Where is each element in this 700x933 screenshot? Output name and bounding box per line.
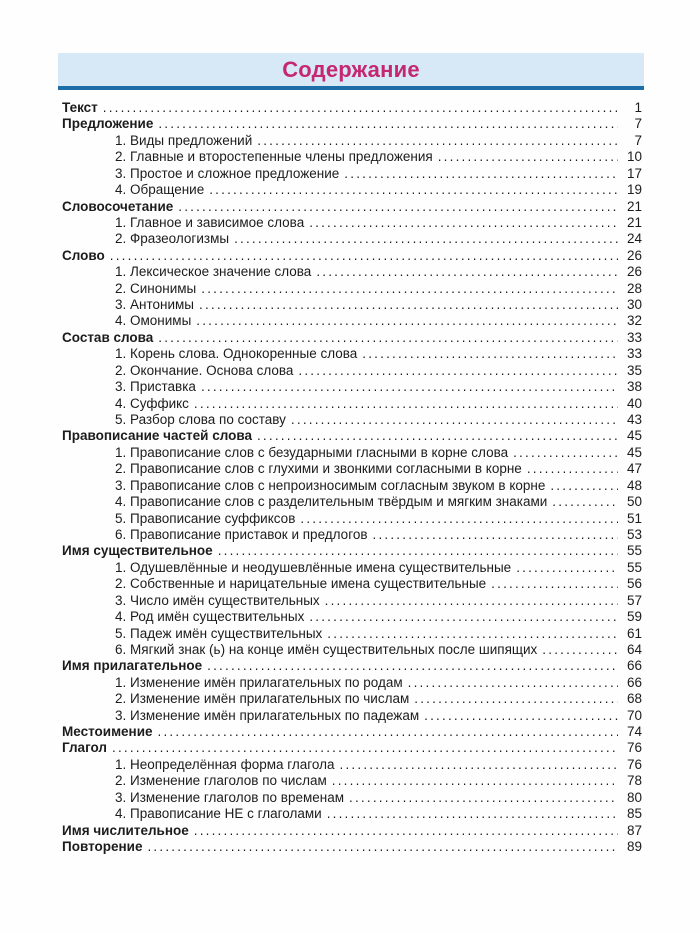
toc-entry	[62, 691, 642, 707]
toc-list	[62, 100, 642, 855]
dot-leader	[340, 757, 618, 773]
toc-entry	[62, 182, 642, 198]
toc-entry-page: 32	[626, 313, 642, 329]
dot-leader	[300, 511, 618, 527]
toc-entry-page: 50	[626, 494, 642, 510]
toc-entry	[62, 543, 642, 559]
dot-leader	[438, 149, 618, 165]
toc-entry	[62, 675, 642, 691]
toc-entry-label: 1. Изменение имён прилагательных по родам	[115, 674, 403, 690]
toc-entry-page: 74	[626, 724, 642, 740]
toc-entry-label: Слово	[62, 247, 105, 263]
toc-entry-label: Текст	[62, 100, 98, 115]
toc-entry-label: Повторение	[62, 838, 143, 854]
toc-entry	[62, 511, 642, 527]
dot-leader	[325, 593, 618, 609]
toc-entry-label: Глагол	[62, 740, 107, 756]
toc-entry	[62, 773, 642, 789]
toc-entry	[62, 281, 642, 297]
dot-leader	[491, 576, 618, 592]
toc-entry-page: 24	[626, 231, 642, 247]
toc-entry-page: 87	[626, 822, 642, 838]
dot-leader	[158, 330, 618, 346]
toc-entry	[62, 642, 642, 658]
toc-entry-page: 33	[626, 346, 642, 362]
toc-entry	[62, 593, 642, 609]
dot-leader	[178, 199, 618, 215]
toc-entry-label: 1. Главное и зависимое слова	[115, 214, 305, 230]
toc-entry-label: Предложение	[62, 116, 154, 132]
toc-entry-page: 26	[626, 264, 642, 280]
toc-entry	[62, 708, 642, 724]
toc-entry-page: 7	[634, 116, 642, 132]
dot-leader	[199, 297, 618, 313]
toc-entry-page: 66	[626, 658, 642, 674]
dot-leader	[527, 461, 618, 477]
toc-entry	[62, 379, 642, 395]
toc-entry	[62, 790, 642, 806]
toc-entry	[62, 445, 642, 461]
dot-leader	[513, 445, 618, 461]
toc-entry-page: 10	[626, 149, 642, 165]
toc-entry-label: 4. Суффикс	[115, 395, 189, 411]
toc-entry-label: Состав слова	[62, 329, 154, 345]
dot-leader	[542, 642, 618, 658]
toc-entry-page: 76	[626, 740, 642, 756]
toc-entry	[62, 313, 642, 329]
dot-leader	[327, 626, 618, 642]
toc-entry	[62, 297, 642, 313]
toc-entry	[62, 560, 642, 576]
toc-entry-label: 4. Правописание слов с разделительным твёрдым и мягким знаками	[115, 494, 548, 510]
toc-entry-page: 57	[626, 592, 642, 608]
dot-leader	[552, 494, 618, 510]
toc-entry-label: 2. Синонимы	[115, 280, 197, 296]
toc-entry	[62, 724, 642, 740]
dot-leader	[362, 346, 618, 362]
toc-entry-page: 68	[626, 691, 642, 707]
toc-entry	[62, 576, 642, 592]
dot-leader	[207, 658, 618, 674]
dot-leader	[424, 708, 618, 724]
toc-entry-label: 3. Приставка	[115, 379, 196, 395]
toc-entry-label: 2. Главные и второстепенные члены предложения	[115, 149, 433, 165]
toc-entry	[62, 363, 642, 379]
dot-leader	[291, 412, 618, 428]
toc-entry-page: 30	[626, 297, 642, 313]
toc-entry-page: 56	[626, 576, 642, 592]
toc-entry	[62, 133, 642, 149]
toc-entry-label: 2. Собственные и нарицательные имена существительные	[115, 576, 487, 592]
dot-leader	[298, 363, 618, 379]
toc-entry	[62, 231, 642, 247]
toc-entry	[62, 527, 642, 543]
toc-entry-label: 2. Правописание слов с глухими и звонкими согласными в корне	[115, 461, 522, 477]
toc-entry-page: 26	[626, 247, 642, 263]
toc-entry-label: 4. Род имён существительных	[115, 609, 305, 625]
dot-leader	[194, 823, 618, 839]
toc-entry-label: Местоимение	[62, 724, 153, 740]
toc-entry-page: 45	[626, 428, 642, 444]
toc-entry	[62, 412, 642, 428]
dot-leader	[218, 543, 618, 559]
dot-leader	[316, 264, 618, 280]
toc-entry-label: 6. Мягкий знак (ь) на конце имён существительных после шипящих	[115, 641, 538, 657]
toc-entry-page: 45	[626, 444, 642, 460]
toc-entry-label: 1. Лексическое значение слова	[115, 264, 312, 280]
toc-entry-page: 55	[626, 559, 642, 575]
toc-entry-label: 2. Изменение глаголов по числам	[115, 773, 327, 789]
toc-entry-label: Имя прилагательное	[62, 658, 203, 674]
dot-leader	[309, 215, 618, 231]
toc-entry	[62, 839, 642, 855]
toc-entry-page: 48	[626, 477, 642, 493]
dot-leader	[327, 806, 618, 822]
toc-entry-page: 76	[626, 756, 642, 772]
dot-leader	[309, 609, 618, 625]
dot-leader	[158, 724, 618, 740]
toc-entry-page: 55	[626, 543, 642, 559]
toc-entry	[62, 823, 642, 839]
toc-entry-label: 3. Изменение глаголов по временам	[115, 789, 345, 805]
toc-entry	[62, 330, 642, 346]
dot-leader	[147, 839, 618, 855]
toc-entry-label: 4. Обращение	[115, 182, 205, 198]
toc-header	[58, 53, 644, 90]
dot-leader	[332, 773, 618, 789]
toc-entry-label: 1. Корень слова. Однокоренные слова	[115, 346, 358, 362]
dot-leader	[201, 379, 618, 395]
dot-leader	[550, 478, 618, 494]
toc-entry	[62, 199, 642, 215]
toc-entry-page: 40	[626, 395, 642, 411]
toc-entry-label: 1. Неопределённая форма глагола	[115, 756, 335, 772]
toc-entry-label: 2. Фразеологизмы	[115, 231, 230, 247]
toc-entry-page: 33	[626, 329, 642, 345]
toc-entry-label: 3. Антонимы	[115, 297, 194, 313]
toc-entry-page: 61	[626, 625, 642, 641]
toc-entry-page: 59	[626, 609, 642, 625]
dot-leader	[257, 133, 618, 149]
toc-entry	[62, 264, 642, 280]
toc-entry	[62, 116, 642, 132]
toc-entry	[62, 740, 642, 756]
toc-entry-page: 35	[626, 362, 642, 378]
toc-entry	[62, 494, 642, 510]
toc-entry-label: 4. Правописание НЕ с глаголами	[115, 806, 322, 822]
toc-entry-label: 1. Правописание слов с безударными гласными в корне слова	[115, 444, 509, 460]
dot-leader	[158, 116, 618, 132]
toc-entry-label: Имя числительное	[62, 822, 189, 838]
toc-entry-label: 5. Правописание суффиксов	[115, 510, 296, 526]
dot-leader	[194, 396, 618, 412]
dot-leader	[344, 166, 618, 182]
toc-entry	[62, 428, 642, 444]
dot-leader	[349, 790, 618, 806]
toc-entry	[62, 461, 642, 477]
toc-entry-label: 6. Правописание приставок и предлогов	[115, 526, 368, 542]
toc-entry	[62, 609, 642, 625]
toc-entry-label: 2. Изменение имён прилагательных по числам	[115, 691, 410, 707]
toc-entry	[62, 149, 642, 165]
toc-entry-label: Правописание частей слова	[62, 428, 252, 444]
toc-entry	[62, 100, 642, 116]
toc-entry	[62, 626, 642, 642]
toc-entry	[62, 166, 642, 182]
dot-leader	[516, 560, 618, 576]
toc-entry-page: 38	[626, 379, 642, 395]
toc-entry-page: 53	[626, 526, 642, 542]
toc-entry	[62, 757, 642, 773]
dot-leader	[209, 182, 618, 198]
toc-entry	[62, 806, 642, 822]
toc-entry-page: 85	[626, 806, 642, 822]
toc-entry	[62, 396, 642, 412]
toc-entry	[62, 248, 642, 264]
dot-leader	[408, 675, 618, 691]
toc-entry	[62, 478, 642, 494]
toc-entry-page: 70	[626, 707, 642, 723]
dot-leader	[201, 281, 618, 297]
toc-entry-label: 2. Окончание. Основа слова	[115, 362, 294, 378]
toc-entry-page: 28	[626, 280, 642, 296]
toc-entry-page: 21	[626, 198, 642, 214]
dot-leader	[103, 100, 618, 116]
toc-entry-page: 47	[626, 461, 642, 477]
toc-entry-label: 1. Виды предложений	[115, 132, 253, 148]
dot-leader	[257, 428, 618, 444]
toc-entry	[62, 346, 642, 362]
toc-entry-label: 5. Разбор слова по составу	[115, 412, 286, 428]
toc-entry-label: 3. Число имён существительных	[115, 592, 320, 608]
toc-entry-page: 17	[626, 165, 642, 181]
toc-entry-label: 3. Изменение имён прилагательных по падежам	[115, 707, 420, 723]
dot-leader	[196, 313, 618, 329]
toc-entry-page: 89	[626, 838, 642, 854]
toc-entry-page: 80	[626, 789, 642, 805]
toc-entry-page: 21	[626, 214, 642, 230]
toc-entry-label: 3. Простое и сложное предложение	[115, 165, 340, 181]
toc-entry-page: 66	[626, 674, 642, 690]
toc-entry-label: 4. Омонимы	[115, 313, 192, 329]
toc-entry-label: 3. Правописание слов с непроизносимым согласным звуком в корне	[115, 477, 546, 493]
dot-leader	[414, 691, 618, 707]
toc-entry-page: 1	[634, 100, 642, 115]
toc-entry	[62, 215, 642, 231]
toc-entry-label: Имя существительное	[62, 543, 213, 559]
toc-entry-page: 64	[626, 641, 642, 657]
toc-entry-label: 1. Одушевлённые и неодушевлённые имена существительные	[115, 559, 512, 575]
toc-entry-page: 78	[626, 773, 642, 789]
toc-entry-page: 7	[634, 132, 642, 148]
toc-entry-page: 19	[626, 182, 642, 198]
toc-entry-label: 5. Падеж имён существительных	[115, 625, 323, 641]
page-title: Содержание	[282, 56, 420, 82]
dot-leader	[234, 231, 618, 247]
dot-leader	[112, 740, 618, 756]
dot-leader	[110, 248, 618, 264]
toc-entry-page: 43	[626, 412, 642, 428]
toc-entry-page: 51	[626, 510, 642, 526]
toc-entry-label: Словосочетание	[62, 198, 174, 214]
dot-leader	[373, 527, 619, 543]
toc-entry	[62, 658, 642, 674]
